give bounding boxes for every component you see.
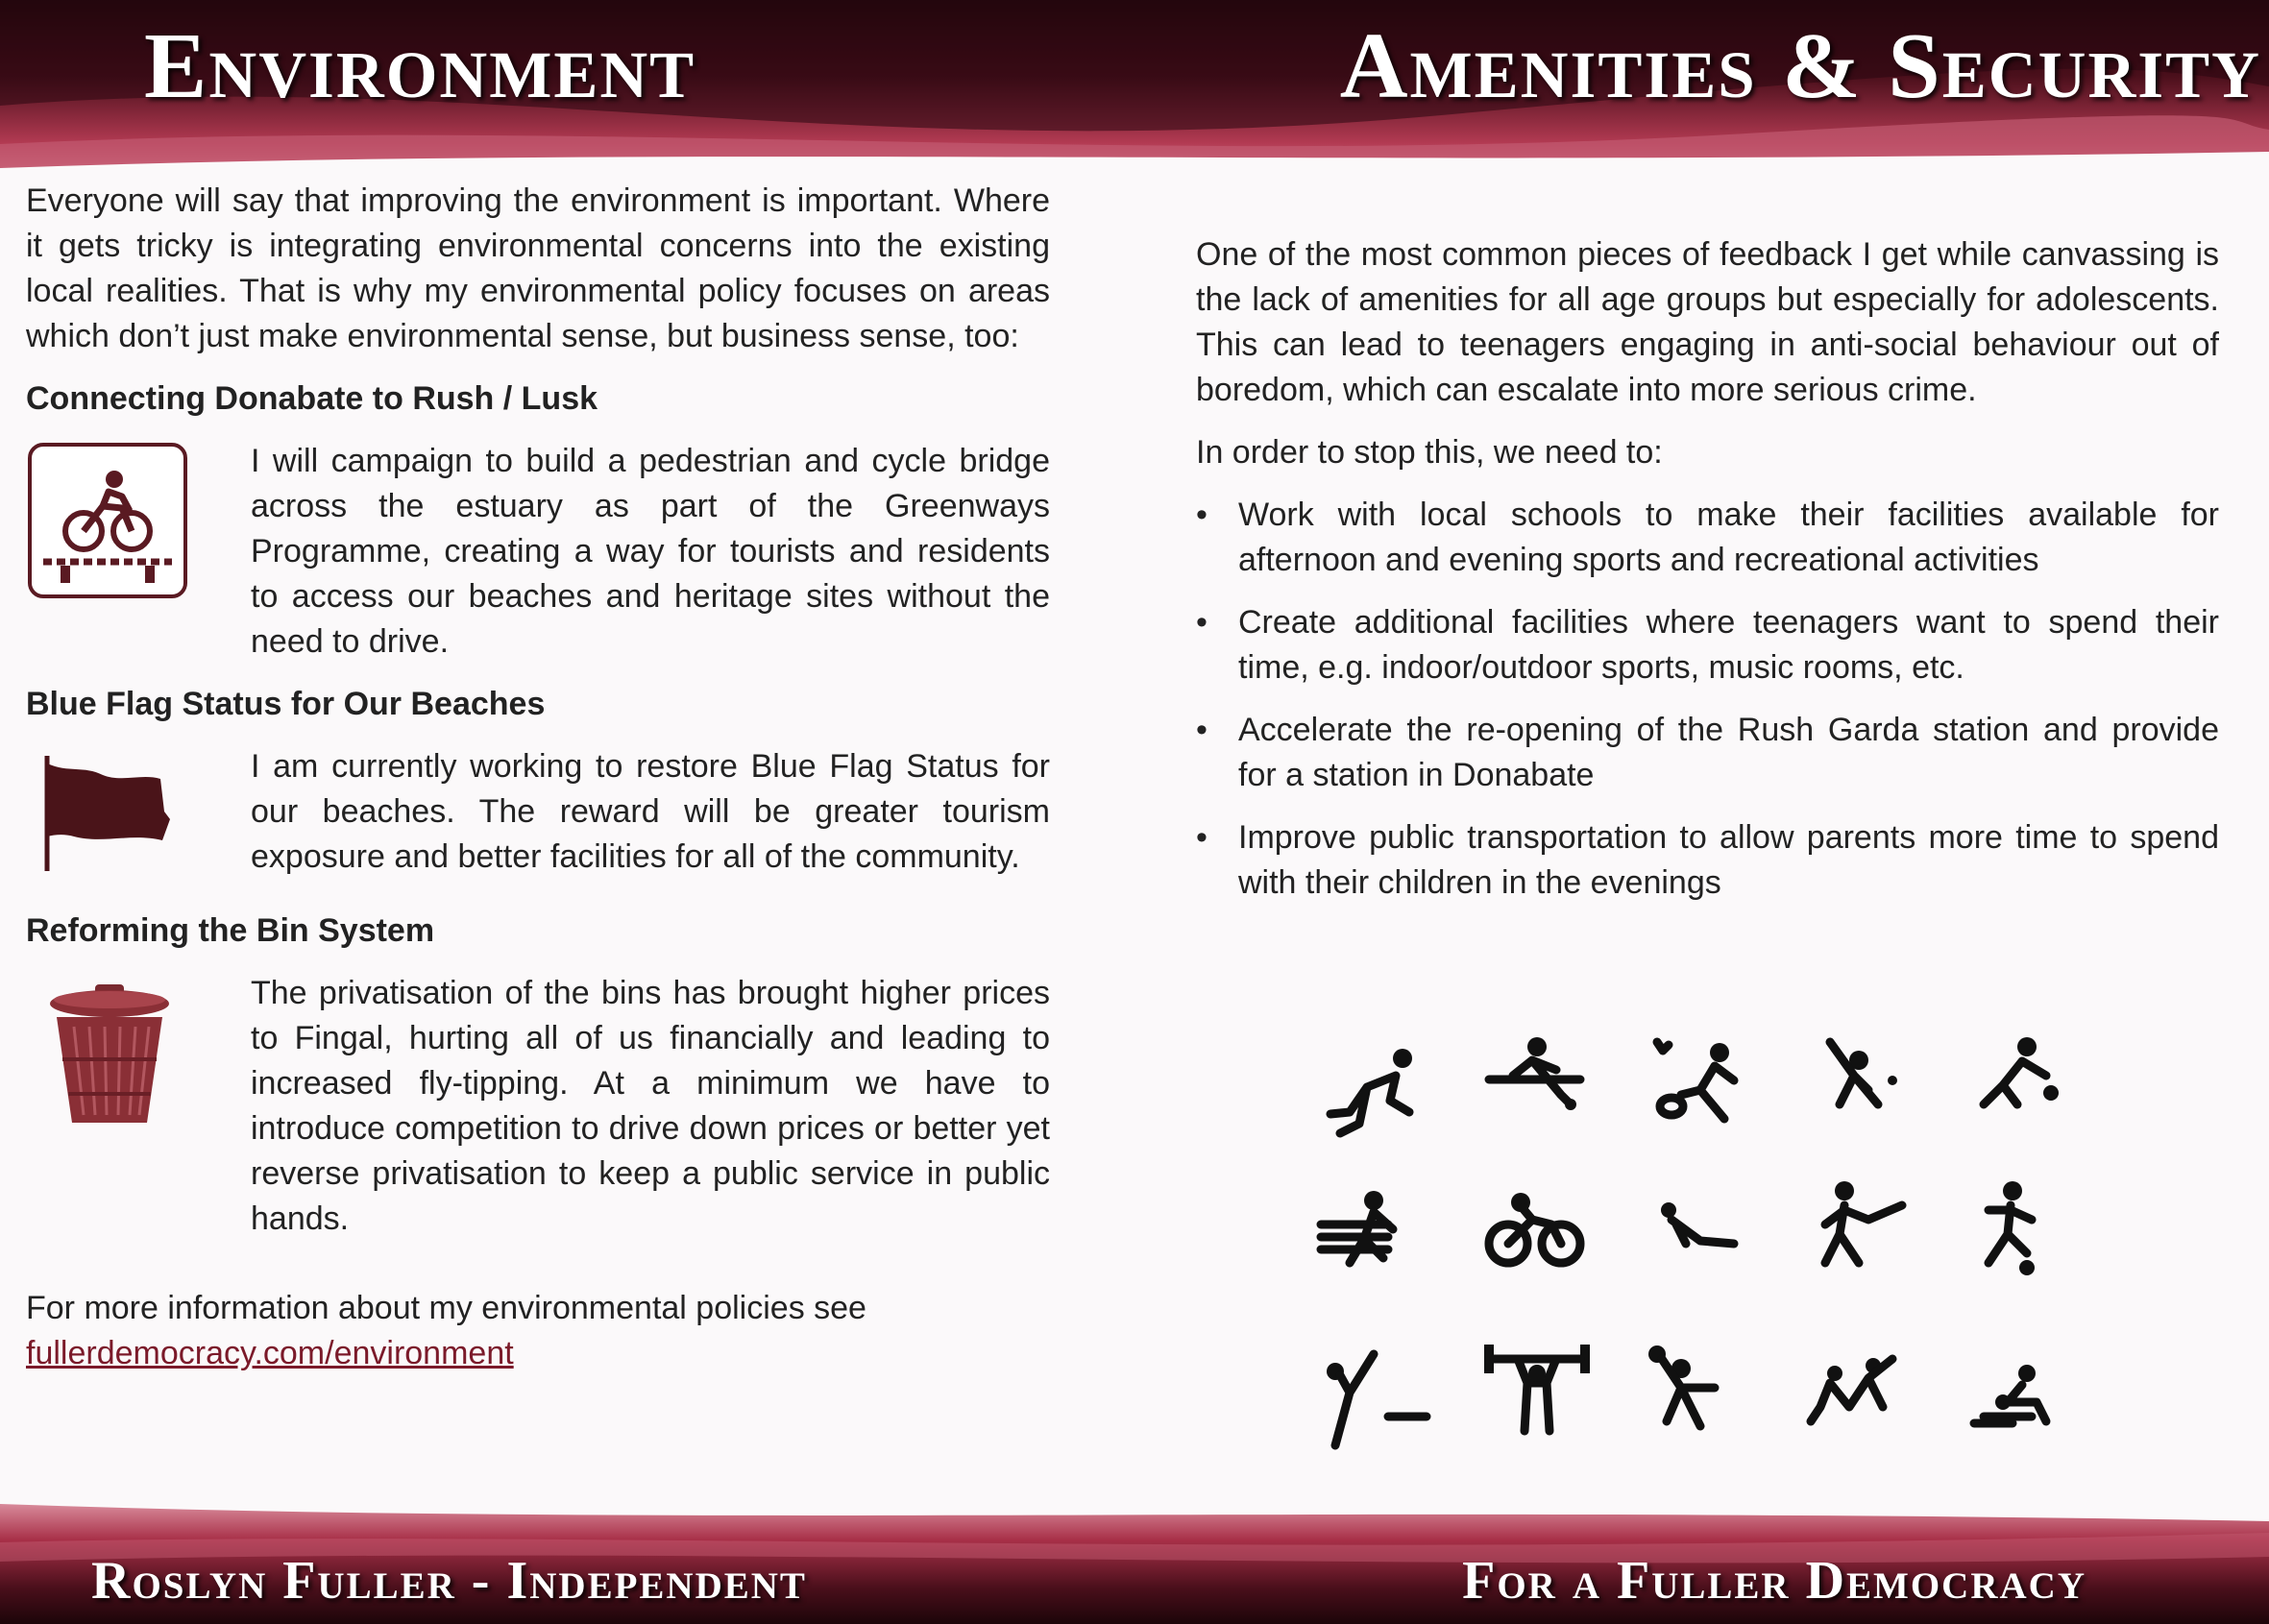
- tennis-icon: [1830, 1042, 1897, 1104]
- volleyball-icon: [1648, 1345, 1715, 1426]
- amenities-title: Amenities & Security: [1339, 14, 2261, 118]
- rowing-icon: [1489, 1037, 1580, 1110]
- section-bridge: [26, 439, 1050, 665]
- amenities-list: [1196, 493, 2219, 906]
- diving-icon: [1661, 1202, 1734, 1244]
- list-item: • Create additional facilities where teenagers want to spend their time, e.g. indoor/outdoor sports, music rooms, etc.: [1196, 600, 2219, 691]
- sports-pictograms: [1311, 1028, 2099, 1469]
- section-title-blue-flag: Blue Flag Status for Our Beaches: [26, 686, 546, 722]
- section-title-bins: Reforming the Bin System: [26, 912, 435, 949]
- amenities-lead: In order to stop this, we need to:: [1196, 434, 1663, 471]
- sprint-icon: [1321, 1191, 1393, 1263]
- bullet: •: [1196, 712, 1208, 748]
- bin-icon: [26, 971, 251, 1147]
- bullet: •: [1196, 819, 1208, 856]
- fencing-icon: [1825, 1181, 1902, 1263]
- environment-column: [26, 179, 1050, 1376]
- bullet: •: [1196, 604, 1208, 641]
- cycling-icon: [1489, 1193, 1580, 1263]
- amenities-column: [1196, 232, 2219, 923]
- flag-icon: [26, 744, 251, 891]
- football-icon: [1988, 1181, 2035, 1275]
- judo-icon: [1811, 1358, 1892, 1421]
- section-bins: [26, 971, 1050, 1242]
- wrestling-icon: [1974, 1365, 2046, 1423]
- more-info-text: For more information about my environmental policies see: [26, 1290, 866, 1326]
- section-body-bridge: I will campaign to build a pedestrian and cycle bridge across the estuary as part of the Greenways Programme, creating a way for tourists and residents to access our beaches and heritage sites without the need to drive.: [251, 443, 1050, 660]
- section-body-bins: The privatisation of the bins has brought higher prices to Fingal, hurting all of us financially and leading to increased fly-tipping. At a minimum we have to introduce competition to drive down prices or better yet reverse privatisation to keep a public service in public hands.: [251, 975, 1050, 1237]
- environment-title: Environment: [144, 14, 696, 118]
- cycle-bridge-icon: [26, 439, 251, 615]
- footer-slogan: For a Fuller Democracy: [1462, 1551, 2086, 1611]
- footer-candidate: Roslyn Fuller - Independent: [91, 1551, 807, 1611]
- list-item: • Improve public transportation to allow parents more time to spend with their children in the evenings: [1196, 815, 2219, 906]
- weightlifting-icon: [1484, 1345, 1590, 1431]
- basketball-icon: [1984, 1037, 2059, 1104]
- list-item: • Work with local schools to make their facilities available for afternoon and evening sports and recreational activities: [1196, 493, 2219, 583]
- amenities-intro: One of the most common pieces of feedback I get while canvassing is the lack of amenities for all age groups but especially for adolescents. This can lead to teenagers engaging in anti-social behaviour out of boredom, which can escalate into more serious crime.: [1196, 236, 2219, 408]
- section-body-blue-flag: I am currently working to restore Blue Flag Status for our beaches. The reward will be greater tourism exposure and better facilities for all of the community.: [251, 748, 1050, 875]
- section-blue-flag: [26, 744, 1050, 891]
- badminton-icon: [1657, 1042, 1734, 1119]
- high-jump-icon: [1327, 1354, 1427, 1445]
- running-icon: [1330, 1049, 1412, 1133]
- environment-intro: Everyone will say that improving the environment is important. Where it gets tricky is integrating environmental concerns into the existing local realities. That is why my environmental policy focuses on areas which don’t just make environmental sense, but business sense, too:: [26, 182, 1050, 354]
- section-title-bridge: Connecting Donabate to Rush / Lusk: [26, 380, 598, 417]
- environment-link[interactable]: fullerdemocracy.com/environment: [26, 1335, 514, 1371]
- bullet: •: [1196, 497, 1208, 533]
- list-item: • Accelerate the re-opening of the Rush Garda station and provide for a station in Donabate: [1196, 708, 2219, 798]
